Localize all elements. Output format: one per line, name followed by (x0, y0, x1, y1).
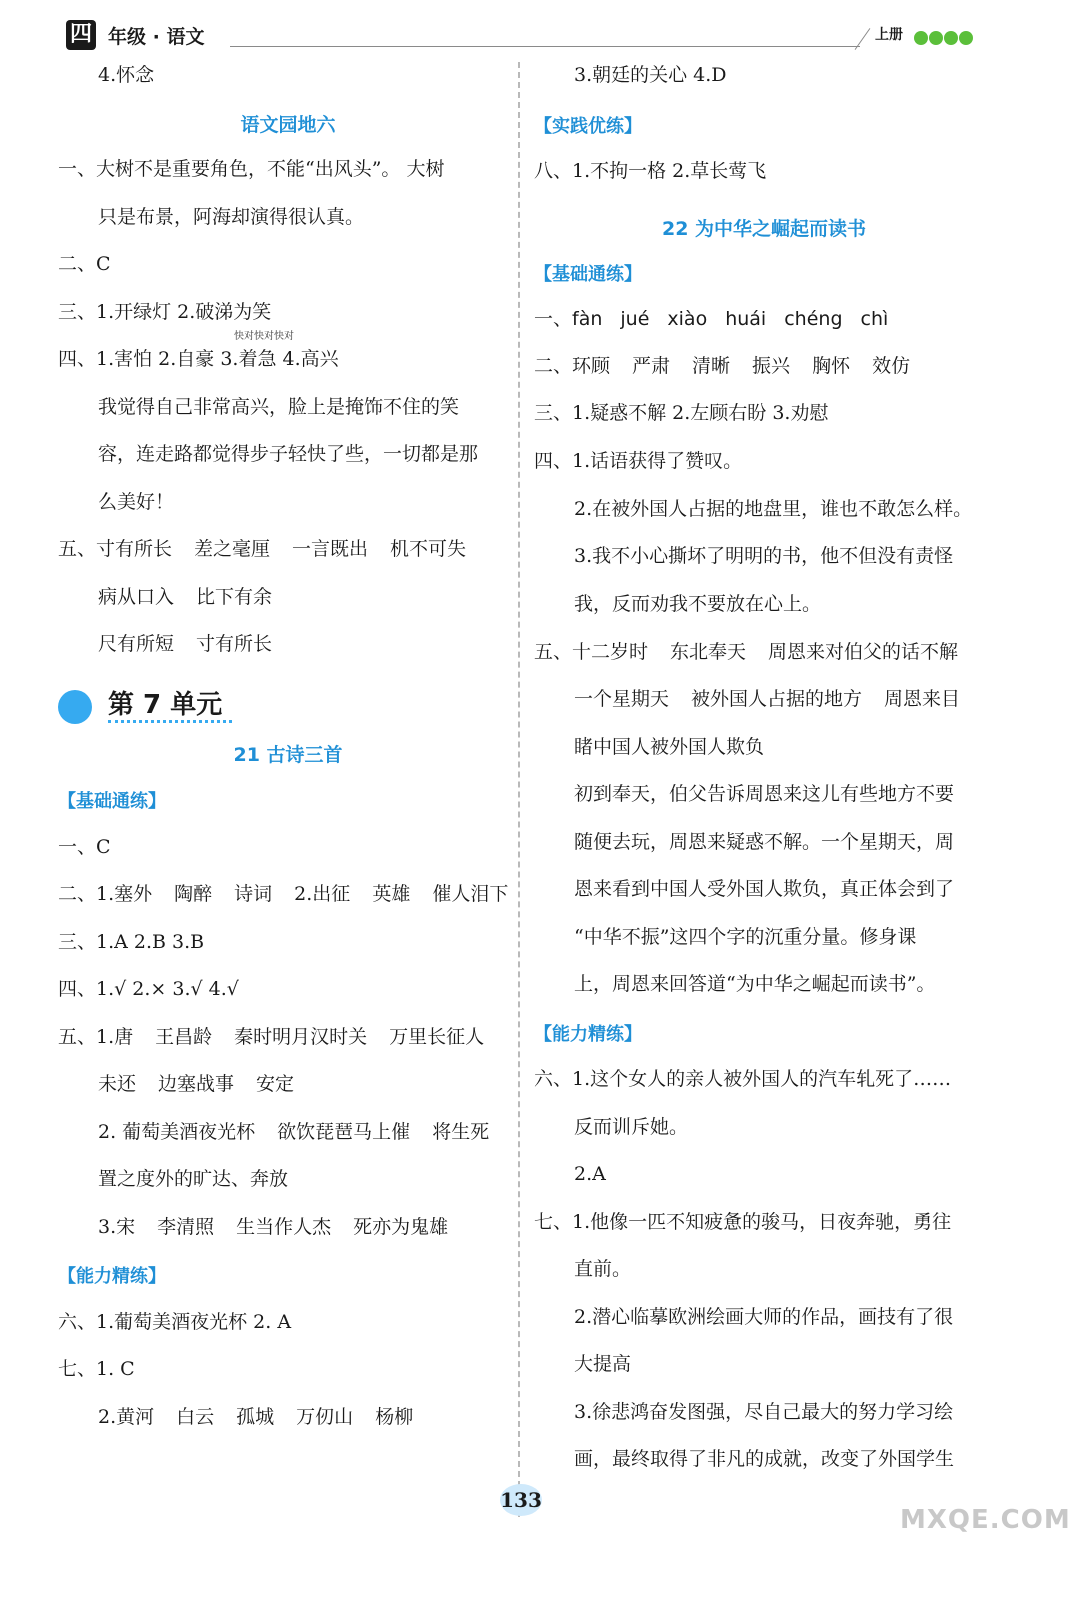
answer-line: 2.黄河 白云 孤城 万仞山 杨柳 (98, 1406, 414, 1428)
answer-line: 一个星期天 被外国人占据的地方 周恩来目 (574, 688, 961, 710)
answer-line: 四、1.害怕 2.自豪 3.着急 4.高兴 (58, 348, 339, 370)
answer-line: 尺有所短 寸有所长 (98, 633, 273, 655)
answer-line: 三、1.疑惑不解 2.左顾右盼 3.劝慰 (534, 402, 829, 424)
answer-line: 四、1.√ 2.× 3.√ 4.√ (58, 978, 239, 1000)
header-rule (230, 46, 860, 47)
answer-line: 3.我不小心撕坏了明明的书，他不但没有责怪 (574, 545, 954, 567)
section-tag: 【基础通练】 (534, 264, 642, 285)
section-title-lesson22: 22 为中华之崛起而读书 (661, 218, 867, 240)
volume-label: 上册 (875, 27, 903, 43)
section-tag: 【能力精练】 (534, 1024, 642, 1045)
answer-line: 直前。 (574, 1258, 632, 1280)
answer-line: 二、C (58, 253, 111, 275)
header-decoration-dots (914, 30, 974, 49)
answer-line: 置之度外的旷达、奔放 (98, 1168, 289, 1190)
answer-line: 2.在被外国人占据的地盘里，谁也不敢怎么样。 (574, 498, 973, 520)
answer-line: 随便去玩，周恩来疑惑不解。一个星期天，周 (574, 831, 955, 853)
answer-line: 五、十二岁时 东北奉天 周恩来对伯父的话不解 (534, 641, 959, 663)
page-header (0, 0, 1091, 58)
grade-badge: 四 (66, 20, 96, 50)
answer-line: 初到奉天，伯父告诉周恩来这儿有些地方不要 (574, 783, 955, 805)
answer-line: 八、1.不拘一格 2.草长莺飞 (534, 160, 767, 182)
answer-line: 恩来看到中国人受外国人欺负，真正体会到了 (574, 878, 955, 900)
answer-line: 四、1.话语获得了赞叹。 (534, 450, 743, 472)
answer-line: 2.A (574, 1163, 606, 1185)
unit-marker-icon (58, 690, 92, 724)
answer-line: 一、大树不是重要角色，不能“出风头”。 大树 (58, 158, 445, 180)
section-tag: 【实践优练】 (534, 116, 642, 137)
header-title: 年级 · 语文 (108, 26, 205, 48)
answer-line: 六、1.这个女人的亲人被外国人的汽车轧死了…… (534, 1068, 952, 1090)
watermark: MXQE.COM (900, 1505, 1071, 1535)
answer-line: 2. 葡萄美酒夜光杯 欲饮琵琶马上催 将生死 (98, 1121, 490, 1143)
answer-line: 未还 边塞战事 安定 (98, 1073, 295, 1095)
answer-line: 五、寸有所长 差之毫厘 一言既出 机不可失 (58, 538, 467, 560)
unit-underline (108, 720, 232, 723)
answer-line: 4.怀念 (98, 64, 155, 86)
answer-line: 反而训斥她。 (574, 1116, 689, 1138)
answer-line: 上，周恩来回答道“为中华之崛起而读书”。 (574, 973, 936, 995)
answer-line: 3.徐悲鸿奋发图强，尽自己最大的努力学习绘 (574, 1401, 954, 1423)
pinyin-line: 一、fàn jué xiào huái chéng chì (534, 308, 889, 330)
column-divider (518, 62, 520, 1517)
answer-line: 只是布景，阿海却演得很认真。 (98, 206, 365, 228)
answer-line: 六、1.葡萄美酒夜光杯 2. A (58, 1311, 292, 1333)
header-slash (855, 28, 871, 50)
answer-line: 病从口入 比下有余 (98, 586, 273, 608)
page-number: 133 (500, 1484, 542, 1516)
section-tag: 【能力精练】 (58, 1266, 166, 1287)
answer-line: 大提高 (574, 1353, 632, 1375)
answer-line: 七、1. C (58, 1358, 135, 1380)
answer-line: 一、C (58, 836, 111, 858)
answer-line: 画，最终取得了非凡的成就，改变了外国学生 (574, 1448, 955, 1470)
answer-line: 二、1.塞外 陶醉 诗词 2.出征 英雄 催人泪下 (58, 883, 509, 905)
section-title-gushi: 21 古诗三首 (233, 744, 343, 766)
answer-line: 么美好！ (98, 491, 175, 513)
answer-line: 2.潜心临摹欧洲绘画大师的作品，画技有了很 (574, 1306, 954, 1328)
section-tag: 【基础通练】 (58, 791, 166, 812)
answer-line: 3.宋 李清照 生当作人杰 死亦为鬼雄 (98, 1216, 449, 1238)
answer-line: 容，连走路都觉得步子轻快了些，一切都是那 (98, 443, 479, 465)
unit-title: 第 7 单元 (108, 690, 223, 720)
answer-line: 我，反而劝我不要放在心上。 (574, 593, 822, 615)
answer-line: 七、1.他像一匹不知疲惫的骏马，日夜奔驰，勇往 (534, 1211, 952, 1233)
answer-line: “中华不振”这四个字的沉重分量。修身课 (574, 926, 917, 948)
answer-line: 五、1.唐 王昌龄 秦时明月汉时关 万里长征人 (58, 1026, 485, 1048)
answer-line: 我觉得自己非常高兴，脸上是掩饰不住的笑 (98, 396, 460, 418)
answer-line: 睹中国人被外国人欺负 (574, 736, 765, 758)
section-title-yuwen-yuandi: 语文园地六 (240, 114, 336, 136)
answer-line: 三、1.开绿灯 2.破涕为笑 (58, 301, 272, 323)
answer-line: 3.朝廷的关心 4.D (574, 64, 727, 86)
answer-line: 三、1.A 2.B 3.B (58, 931, 205, 953)
handwritten-note: 快对快对快对 (234, 331, 294, 342)
answer-line: 二、环顾 严肃 清晰 振兴 胸怀 效仿 (534, 355, 911, 377)
